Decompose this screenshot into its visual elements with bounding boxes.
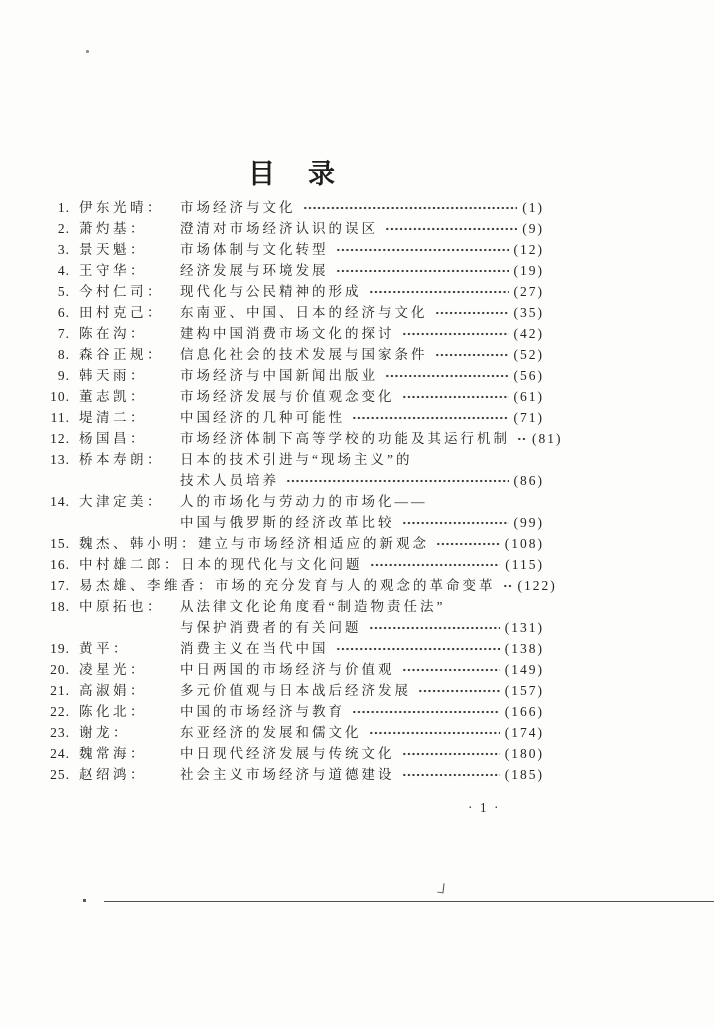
entry-number: 5. [57,284,70,299]
toc-entry [46,701,544,722]
toc-entry-line [180,197,544,218]
entry-page-ref: (52) [513,347,544,362]
toc-entry-line [180,344,544,365]
entry-number: 18. [50,599,70,614]
entry-number: 22. [50,704,70,719]
entry-title: 中日两国的市场经济与价值观 [180,662,395,677]
entry-number: 15. [50,536,70,551]
entry-title: 人的市场化与劳动力的市场化—— [180,494,428,509]
toc-entry [46,407,544,428]
entry-number: 10. [50,389,70,404]
entry-label [46,428,180,449]
entry-title: 技术人员培养 [180,473,279,488]
entry-body [180,407,544,428]
toc-entry-line [180,428,563,449]
entry-number: 20. [50,662,70,677]
scan-artifact-speck [83,899,86,902]
entry-body [198,533,544,554]
entry-page-ref: (56) [513,368,544,383]
toc-entry [46,260,544,281]
toc-entry-line [180,281,544,302]
dot-leader [352,701,500,722]
toc-entry [46,680,544,701]
entry-body [180,701,544,722]
entry-title: 市场体制与文化转型 [180,242,329,257]
entry-author: 陈在沟： [79,326,147,341]
toc-entry-line [180,680,544,701]
entry-title: 市场经济发展与价值观念变化 [180,389,395,404]
dot-leader [286,470,509,491]
toc-entry [46,197,544,218]
dot-leader [503,575,513,596]
entry-title: 现代化与公民精神的形成 [180,284,362,299]
entry-label [46,575,215,596]
entry-body [180,638,544,659]
dot-leader [369,722,500,743]
entry-title: 中日现代经济发展与传统文化 [180,746,395,761]
entry-author: 凌星光： [79,662,147,677]
entry-author: 中村雄二郎： [79,557,181,572]
entry-label [46,449,180,470]
toc-entry-line [180,449,544,470]
entry-body [180,722,544,743]
entry-body [180,743,544,764]
toc-entry [46,239,544,260]
entry-number: 9. [57,368,70,383]
entry-label [46,365,180,386]
toc-list [46,197,563,785]
entry-title: 建立与市场经济相适应的新观念 [198,536,429,551]
entry-number: 21. [50,683,70,698]
toc-entry [46,281,544,302]
entry-number: 4. [57,263,70,278]
entry-label [46,386,180,407]
toc-entry [46,743,544,764]
entry-label [46,239,180,260]
entry-author: 杨国昌： [79,431,147,446]
dot-leader [385,218,517,239]
toc-entry-line [180,386,544,407]
entry-title: 从法律文化论角度看“制造物责任法” [180,599,446,614]
entry-page-ref: (180) [504,746,544,761]
toc-entry-line [180,218,544,239]
entry-page-ref: (19) [513,263,544,278]
entry-author: 森谷正规： [79,347,164,362]
entry-number: 14. [50,494,70,509]
dot-leader [369,281,509,302]
entry-title: 经济发展与环境发展 [180,263,329,278]
footer-rule [104,901,714,902]
entry-title: 中国经济的几种可能性 [180,410,345,425]
entry-body [180,449,544,491]
entry-page-ref: (1) [522,200,544,215]
toc-entry-line [180,323,544,344]
entry-label [46,407,180,428]
dot-leader [336,239,509,260]
toc-entry-line [198,533,544,554]
dot-leader [517,428,527,449]
entry-number: 1. [57,200,70,215]
toc-entry [46,386,544,407]
entry-title: 多元价值观与日本战后经济发展 [180,683,411,698]
entry-label [46,596,180,617]
entry-label [46,323,180,344]
entry-title: 中国的市场经济与教育 [180,704,345,719]
toc-entry-line [180,239,544,260]
toc-entry-line [180,260,544,281]
entry-number: 12. [50,431,70,446]
entry-author: 赵绍鸿： [79,767,147,782]
entry-number: 25. [50,767,70,782]
entry-body [180,680,544,701]
entry-page-ref: (99) [513,515,544,530]
entry-page-ref: (86) [513,473,544,488]
entry-title: 东亚经济的发展和儒文化 [180,725,362,740]
dot-leader [402,659,500,680]
entry-number: 6. [57,305,70,320]
toc-entry-line [180,743,544,764]
entry-author: 田村克己： [79,305,164,320]
entry-body [180,491,544,533]
toc-entry [46,764,544,785]
entry-page-ref: (27) [513,284,544,299]
dot-leader [402,386,509,407]
entry-body [180,764,544,785]
entry-body [180,596,544,638]
entry-body [180,239,544,260]
entry-author: 王守华： [79,263,147,278]
dot-leader [435,344,509,365]
entry-number: 19. [50,641,70,656]
entry-number: 7. [57,326,70,341]
entry-label [46,743,180,764]
toc-entry [46,491,544,533]
entry-body [180,260,544,281]
entry-body [180,659,544,680]
entry-body [180,218,544,239]
entry-number: 17. [50,578,70,593]
entry-label [46,701,180,722]
entry-number: 16. [50,557,70,572]
entry-page-ref: (108) [504,536,544,551]
entry-title: 市场的充分发育与人的观念的革命变革 [215,578,496,593]
toc-entry-line [180,722,544,743]
entry-author: 今村仁司： [79,284,164,299]
entry-label [46,260,180,281]
toc-entry [46,596,544,638]
toc-entry [46,302,544,323]
toc-entry-line [180,512,544,533]
entry-title: 市场经济体制下高等学校的功能及其运行机制 [180,431,510,446]
entry-author: 景天魁： [79,242,147,257]
entry-title: 与保护消费者的有关问题 [180,620,362,635]
scan-artifact-mark [437,883,444,894]
entry-body [180,428,563,449]
dot-leader [402,743,500,764]
entry-label [46,638,180,659]
entry-author: 陈化北： [79,704,147,719]
entry-author: 萧灼基： [79,221,147,236]
toc-entry [46,659,544,680]
toc-entry [46,218,544,239]
page-number: · 1 · [468,800,501,815]
toc-entry-line [180,470,544,491]
entry-number: 2. [57,221,70,236]
entry-page-ref: (12) [513,242,544,257]
toc-entry-line [180,638,544,659]
toc-entry [46,323,544,344]
toc-entry-line [180,764,544,785]
toc-entry-line [180,596,544,617]
entry-label [46,344,180,365]
entry-title: 日本的技术引进与“现场主义”的 [180,452,413,467]
entry-page-ref: (131) [504,620,544,635]
toc-entry-line [180,407,544,428]
dot-leader [385,365,509,386]
toc-entry-line [180,491,544,512]
toc-entry [46,449,544,491]
toc-entry-line [180,617,544,638]
entry-author: 高淑娟： [79,683,147,698]
entry-page-ref: (174) [504,725,544,740]
entry-number: 8. [57,347,70,362]
entry-author: 黄平： [79,641,130,656]
entry-page-ref: (71) [513,410,544,425]
toc-entry-line [180,659,544,680]
entry-label [46,197,180,218]
entry-number: 13. [50,452,70,467]
toc-entry-line [180,302,544,323]
entry-label [46,554,181,575]
toc-entry-line [180,365,544,386]
entry-title: 市场经济与中国新闻出版业 [180,368,378,383]
entry-body [180,365,544,386]
entry-title: 日本的现代化与文化问题 [181,557,363,572]
entry-label [46,281,180,302]
toc-entry [46,428,563,449]
toc-entry [46,365,544,386]
entry-title: 市场经济与文化 [180,200,296,215]
toc-entry [46,575,557,596]
toc-entry-line [180,701,544,722]
entry-body [180,386,544,407]
entry-page-ref: (149) [504,662,544,677]
toc-entry [46,554,544,575]
page-title: 目 录 [248,159,338,190]
entry-number: 24. [50,746,70,761]
entry-author: 董志凯： [79,389,147,404]
toc-entry-line [215,575,557,596]
entry-number: 23. [50,725,70,740]
entry-body [180,281,544,302]
entry-author: 中原拓也： [79,599,164,614]
entry-title: 消费主义在当代中国 [180,641,329,656]
entry-page-ref: (35) [513,305,544,320]
entry-body [181,554,544,575]
toc-entry [46,344,544,365]
dot-leader [436,533,500,554]
dot-leader [336,260,509,281]
entry-page-ref: (42) [513,326,544,341]
dot-leader [336,638,500,659]
entry-page-ref: (185) [504,767,544,782]
toc-entry-line [181,554,544,575]
entry-body [180,197,544,218]
entry-page-ref: (81) [532,431,563,446]
entry-label [46,302,180,323]
entry-title: 澄清对市场经济认识的误区 [180,221,378,236]
entry-label [46,722,180,743]
entry-label [46,764,180,785]
toc-entry [46,533,544,554]
toc-entry [46,722,544,743]
toc-entry [46,638,544,659]
entry-author: 易杰雄、李维香： [79,578,215,593]
entry-label [46,659,180,680]
entry-label [46,218,180,239]
entry-number: 11. [50,410,70,425]
entry-page-ref: (138) [504,641,544,656]
dot-leader [402,323,509,344]
scan-artifact-speck [86,50,89,53]
entry-label [46,491,180,512]
entry-title: 社会主义市场经济与道德建设 [180,767,395,782]
entry-author: 魏常海： [79,746,147,761]
entry-author: 韩天雨： [79,368,147,383]
entry-body [180,344,544,365]
entry-number: 3. [57,242,70,257]
dot-leader [370,554,501,575]
dot-leader [303,197,518,218]
entry-page-ref: (9) [522,221,544,236]
entry-page-ref: (122) [517,578,557,593]
dot-leader [418,680,500,701]
entry-page-ref: (166) [504,704,544,719]
entry-title: 中国与俄罗斯的经济改革比较 [180,515,395,530]
entry-author: 谢龙： [79,725,130,740]
entry-body [180,323,544,344]
entry-author: 魏杰、韩小明： [79,536,198,551]
dot-leader [352,407,509,428]
entry-body [180,302,544,323]
entry-page-ref: (61) [513,389,544,404]
entry-label [46,680,180,701]
dot-leader [435,302,509,323]
entry-label [46,533,198,554]
entry-author: 桥本寿朗： [79,452,164,467]
entry-author: 大津定美： [79,494,164,509]
entry-body [215,575,557,596]
entry-title: 建构中国消费市场文化的探讨 [180,326,395,341]
entry-author: 伊东光晴： [79,200,164,215]
entry-title: 东南亚、中国、日本的经济与文化 [180,305,428,320]
dot-leader [369,617,500,638]
entry-page-ref: (157) [504,683,544,698]
dot-leader [402,512,509,533]
entry-author: 堤清二： [79,410,147,425]
entry-page-ref: (115) [505,557,544,572]
entry-title: 信息化社会的技术发展与国家条件 [180,347,428,362]
dot-leader [402,764,500,785]
